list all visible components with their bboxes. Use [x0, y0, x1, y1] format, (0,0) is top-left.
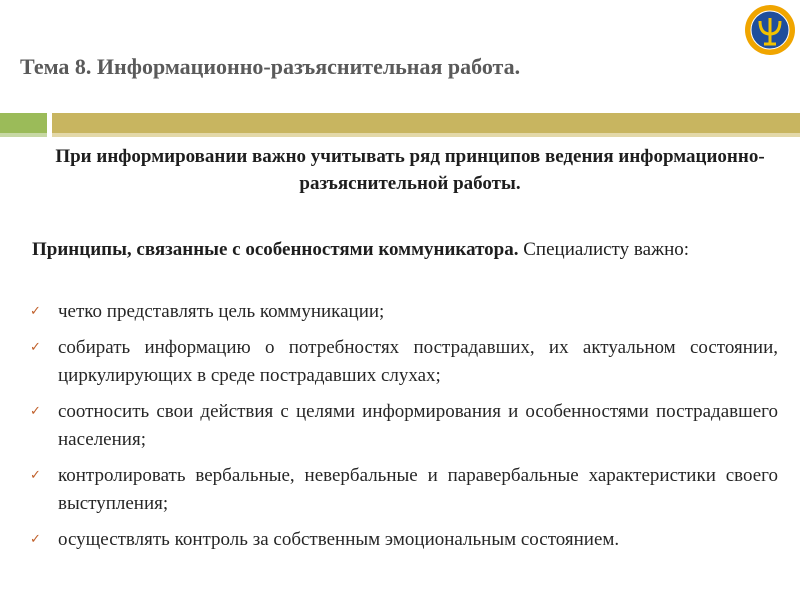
list-item: ✓ контролировать вербальные, невербальные и паравербальные характеристики своего выступления;: [30, 462, 778, 518]
list-item: ✓ четко представлять цель коммуникации;: [30, 298, 778, 326]
accent-bar-right: [52, 113, 800, 133]
check-icon: ✓: [30, 404, 41, 419]
check-icon: ✓: [30, 468, 41, 483]
list-item: ✓ соотносить свои действия с целями информирования и особенностями пострадавшего населения;: [30, 398, 778, 454]
slide-title: Тема 8. Информационно-разъяснительная работа.: [20, 54, 521, 79]
slide-subtitle: При информировании важно учитывать ряд принципов ведения информационно-разъяснительной работы.: [55, 146, 765, 194]
principle-list: [30, 298, 778, 562]
check-icon: ✓: [30, 532, 41, 547]
principle-paragraph: [32, 236, 778, 263]
principle-heading: Принципы, связанные с особенностями коммуникатора.: [32, 239, 519, 260]
principle-tail: Специалисту важно:: [523, 239, 690, 260]
check-icon: ✓: [30, 304, 41, 319]
list-item: ✓ собирать информацию о потребностях пострадавших, их актуальном состоянии, циркулирующих в среде пострадавших слухах;: [30, 334, 778, 390]
check-icon: ✓: [30, 340, 41, 355]
accent-bar-left: [0, 113, 47, 133]
psi-emblem-icon: [744, 4, 796, 56]
list-item: ✓ осуществлять контроль за собственным эмоциональным состоянием.: [30, 526, 778, 554]
